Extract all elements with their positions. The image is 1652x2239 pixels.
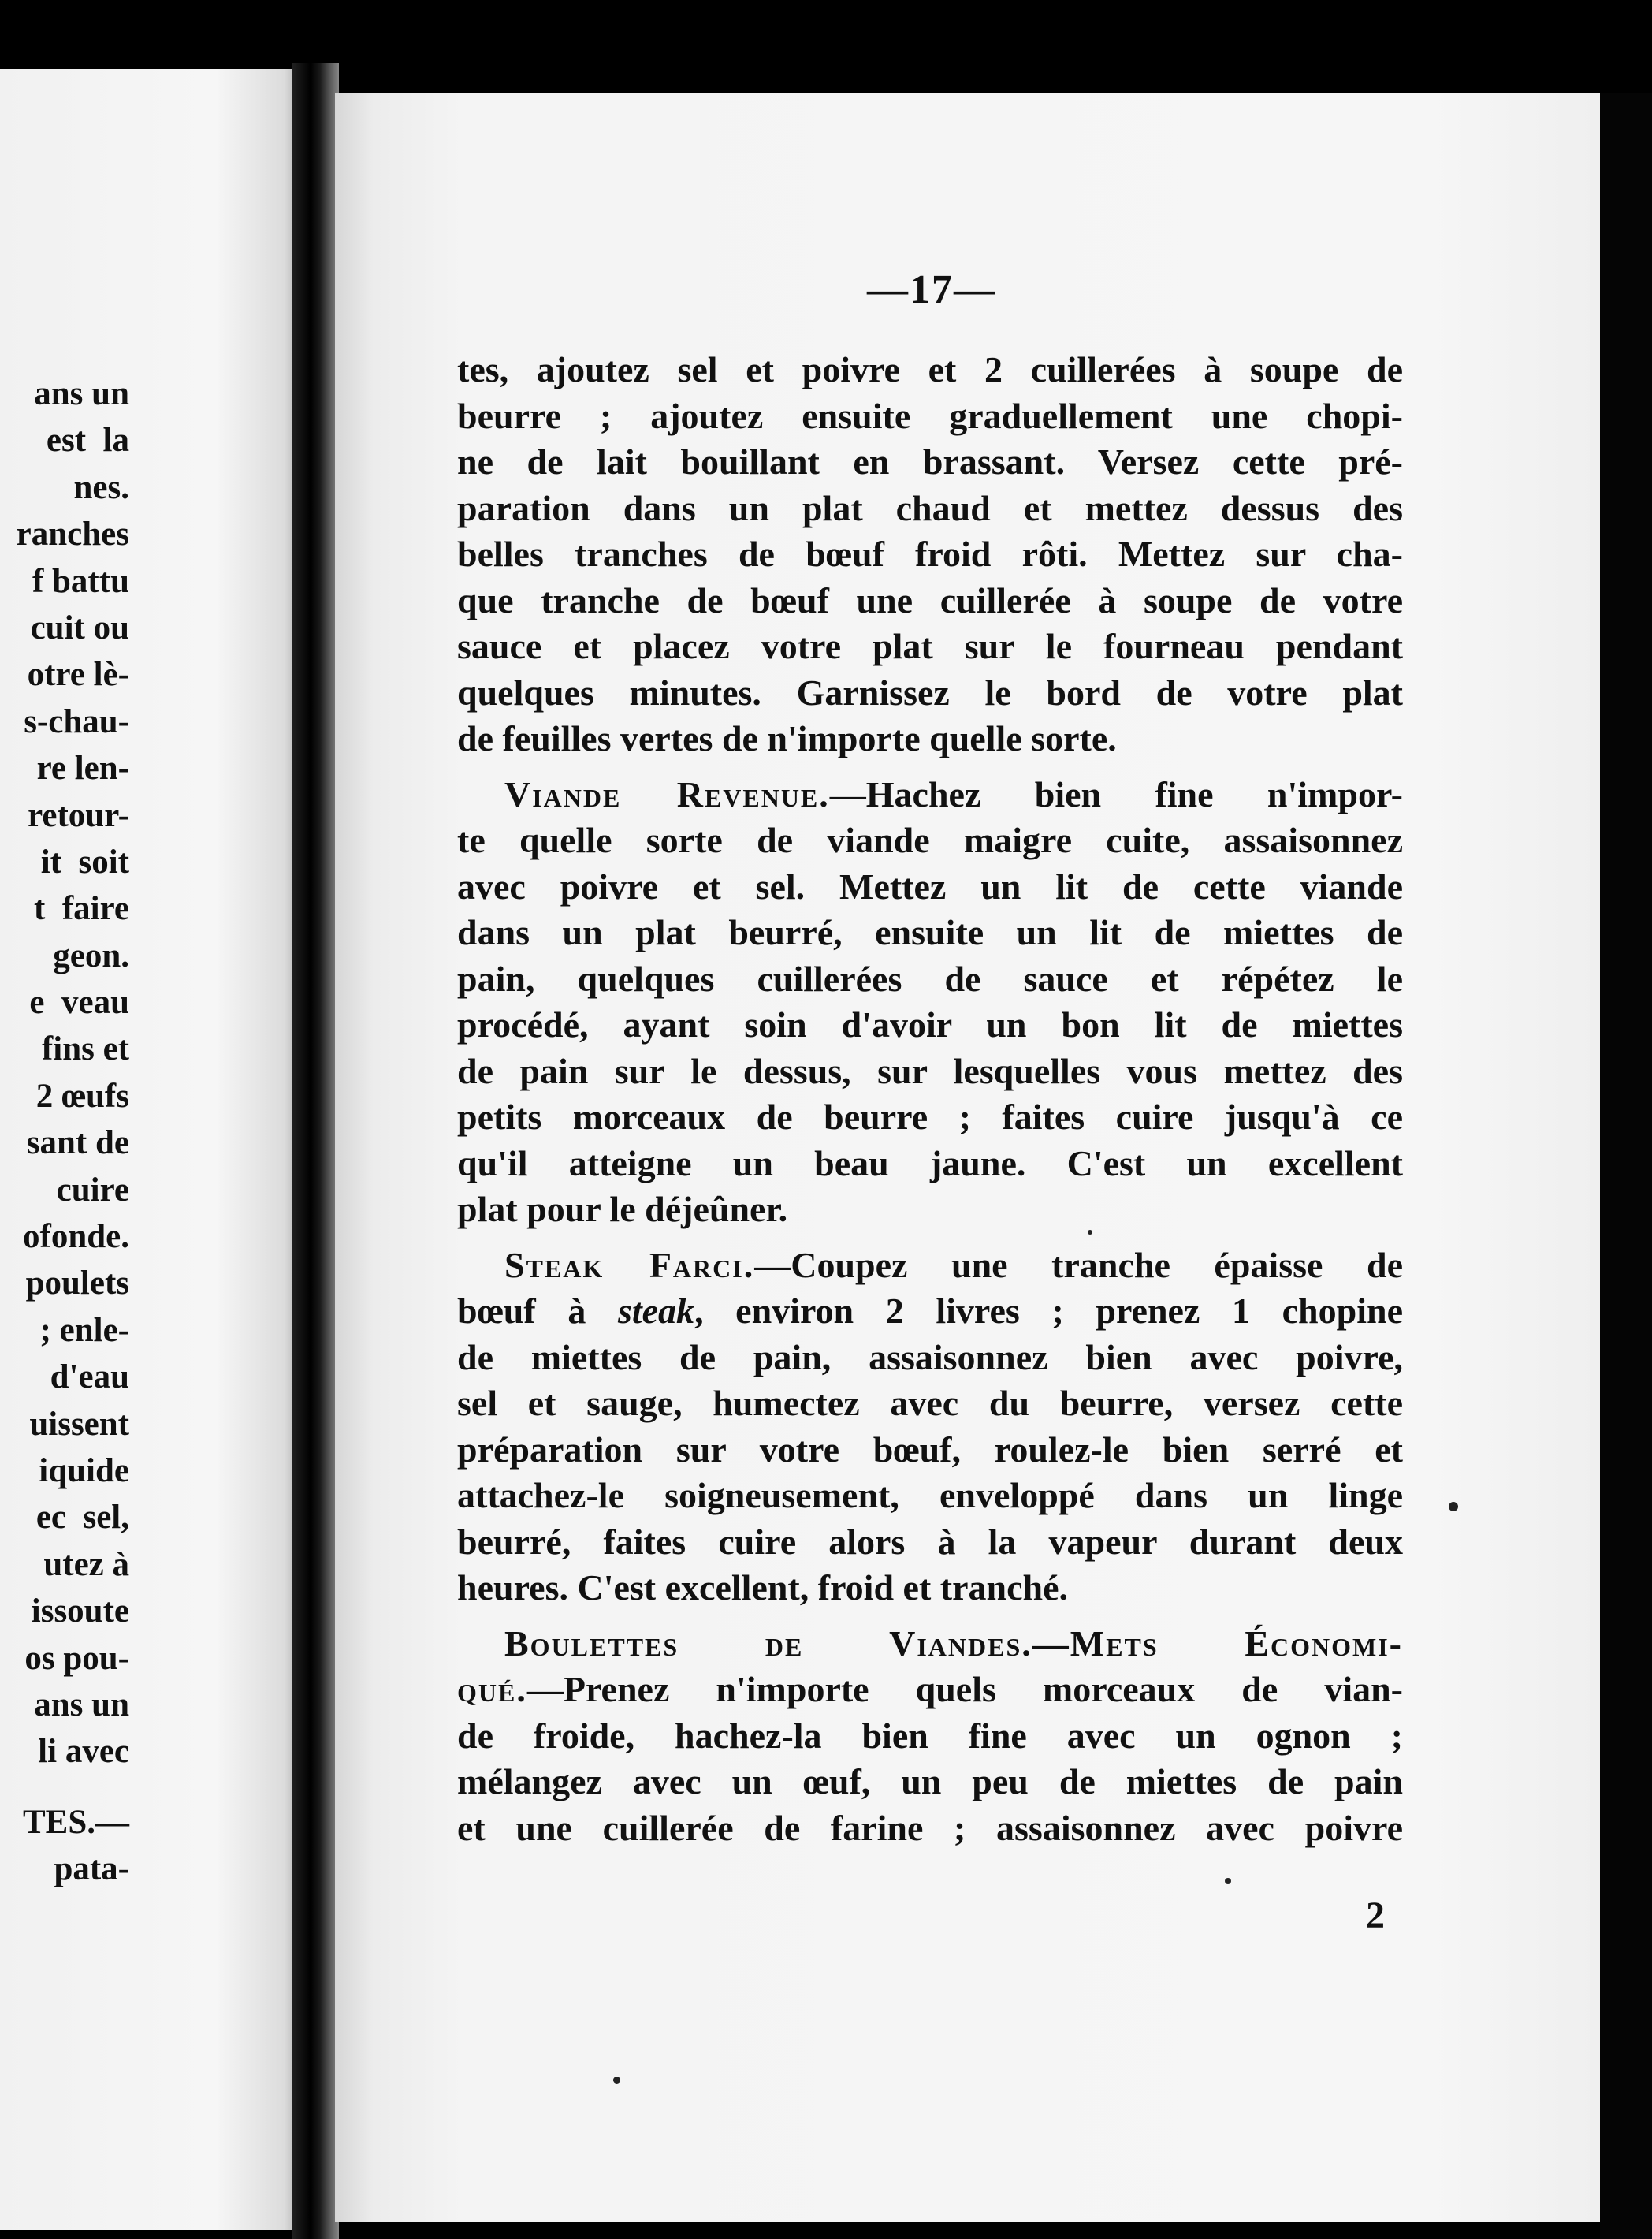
left-page-fragment: est la (46, 422, 129, 460)
left-page-fragment: retour- (28, 796, 129, 834)
print-speck (1225, 1878, 1231, 1884)
line-text: , environ 2 livres ; prenez 1 chopine (694, 1291, 1403, 1331)
left-page-fragment: ofonde. (23, 1218, 129, 1256)
left-page-fragment: issoute (31, 1593, 129, 1630)
paragraph-line: qu'il atteigne un beau jaune. C'est un excellent (457, 1142, 1403, 1183)
line-text: —Hachez bien fine n'impor- (829, 773, 1403, 814)
paragraph-line (457, 1288, 1403, 1335)
left-page-fragment: re len- (36, 750, 129, 788)
left-page-fragment: geon. (53, 937, 129, 974)
paragraph-steak-farci (457, 1242, 1403, 1611)
left-page-fragment: otre lè- (27, 656, 129, 694)
left-page-fragment: iquide (39, 1451, 129, 1489)
left-page-fragment: fins et (41, 1030, 129, 1068)
paragraph-line: plat pour le déjeûner. (457, 1189, 788, 1229)
left-page-fragment: ec sel, (35, 1499, 129, 1537)
paragraph-line: sel et sauge, humectez avec du beurre, versez cette (457, 1383, 1403, 1423)
paragraph-boulettes (457, 1621, 1403, 1852)
paragraph-line: préparation sur votre bœuf, roulez-le bien serré et (457, 1429, 1403, 1470)
italic-term: steak (617, 1291, 695, 1331)
line-text: —Prenez n'importe quels morceaux de vian- (526, 1669, 1403, 1709)
paragraph-line: belles tranches de bœuf froid rôti. Mettez sur cha- (457, 534, 1403, 574)
left-page-fragment: os pou- (24, 1639, 129, 1677)
left-page-fragment: ans un (34, 375, 129, 412)
left-page-fragment: TES.— (22, 1803, 129, 1841)
page-number: —17— (867, 267, 996, 312)
left-page-fragment: e veau (29, 984, 129, 1022)
left-page-fragment: pata- (54, 1850, 129, 1888)
left-page-fragment: 2 œufs (35, 1077, 129, 1115)
paragraph-line: de froide, hachez-la bien fine avec un ognon ; (457, 1715, 1403, 1756)
paragraph-line: beurre ; ajoutez ensuite graduellement une chopi- (457, 395, 1403, 436)
left-page-fragment: d'eau (50, 1358, 129, 1396)
print-speck (1088, 1230, 1092, 1235)
left-page-text-fragments (17, 371, 129, 1893)
left-page-fragment: cuit ou (30, 609, 129, 646)
recipe-heading-continued: qué. (457, 1669, 527, 1709)
paragraph-first-line (457, 772, 1403, 818)
left-page-fragment: it soit (40, 843, 129, 881)
paragraph-line: avec poivre et sel. Mettez un lit de cette viande (457, 866, 1403, 907)
left-page-fragment: nes. (73, 468, 129, 506)
left-facing-page (0, 69, 309, 2230)
paragraph-line: procédé, ayant soin d'avoir un bon lit de miettes (457, 1004, 1403, 1045)
page-body-text (457, 347, 1403, 1851)
paragraph-first-line (457, 1242, 1403, 1289)
paragraph-viande-revenue (457, 772, 1403, 1233)
recipe-heading-viande-revenue: Viande Revenue. (504, 773, 830, 814)
paragraph-line: sauce et placez votre plat sur le fourneau pendant (457, 626, 1403, 666)
left-page-fragment: cuire (56, 1171, 129, 1209)
paragraph-line: paration dans un plat chaud et mettez dessus des (457, 487, 1403, 528)
paragraph-line (457, 1667, 1403, 1713)
recipe-heading-steak-farci: Steak Farci. (504, 1244, 755, 1285)
left-page-fragment: li avec (38, 1733, 129, 1771)
paragraph-line: attachez-le soigneusement, enveloppé dans un linge (457, 1475, 1403, 1515)
left-page-fragment: ; enle- (39, 1311, 129, 1349)
print-speck (613, 2077, 620, 2084)
page-edge-shadow (1600, 93, 1652, 2239)
left-page-fragment: t faire (34, 890, 129, 928)
left-page-fragment: f battu (32, 562, 129, 600)
line-text: bœuf à (457, 1291, 618, 1331)
paragraph-first-line (457, 1621, 1403, 1667)
print-speck (1449, 1502, 1458, 1511)
left-page-fragment (17, 1775, 129, 1799)
left-page-fragment: utez à (43, 1545, 129, 1583)
paragraph-sauce-continuation (457, 347, 1403, 762)
paragraph-line: beurré, faites cuire alors à la vapeur durant deux (457, 1521, 1403, 1562)
recipe-heading-boulettes: Boulettes de Viandes.—Mets Économi- (504, 1622, 1403, 1663)
paragraph-line: mélangez avec un œuf, un peu de miettes de pain (457, 1761, 1403, 1801)
left-page-fragment: sant de (26, 1124, 129, 1162)
left-page-fragment: ans un (34, 1686, 129, 1723)
line-text: —Coupez une tranche épaisse de (754, 1244, 1403, 1285)
paragraph-line: pain, quelques cuillerées de sauce et répétez le (457, 958, 1403, 999)
paragraph-line: de miettes de pain, assaisonnez bien avec poivre, (457, 1336, 1403, 1377)
paragraph-line: et une cuillerée de farine ; assaisonnez avec poivre (457, 1807, 1403, 1848)
paragraph-line: te quelle sorte de viande maigre cuite, assaisonnez (457, 820, 1403, 860)
paragraph-line: tes, ajoutez sel et poivre et 2 cuillerées à soupe de (457, 349, 1403, 389)
left-page-fragment: s-chau- (24, 702, 129, 740)
paragraph-line: que tranche de bœuf une cuillerée à soupe de votre (457, 579, 1403, 620)
left-page-fragment: uissent (29, 1405, 129, 1443)
paragraph-line: ne de lait bouillant en brassant. Versez cette pré- (457, 441, 1403, 482)
paragraph-line: heures. C'est excellent, froid et tranché. (457, 1567, 1068, 1608)
paragraph-line: de pain sur le dessus, sur lesquelles vous mettez des (457, 1050, 1403, 1091)
paragraph-line: quelques minutes. Garnissez le bord de votre plat (457, 672, 1403, 713)
paragraph-line: de feuilles vertes de n'importe quelle sorte. (457, 718, 1117, 758)
paragraph-line: dans un plat beurré, ensuite un lit de miettes de (457, 912, 1403, 952)
left-page-fragment: ranches (16, 516, 129, 553)
left-page-fragment: poulets (25, 1265, 129, 1302)
signature-mark: 2 (1366, 1894, 1385, 1936)
paragraph-line: petits morceaux de beurre ; faites cuire jusqu'à ce (457, 1097, 1403, 1137)
page-gutter (292, 63, 339, 2239)
